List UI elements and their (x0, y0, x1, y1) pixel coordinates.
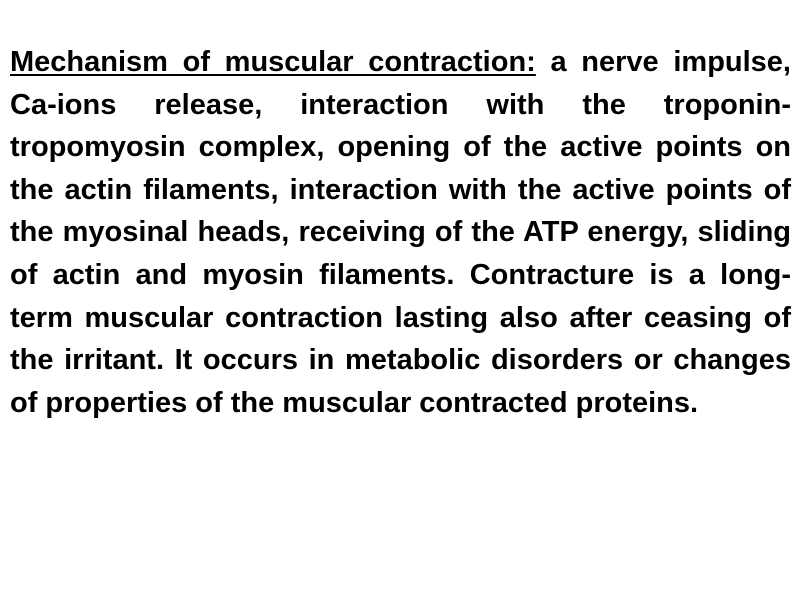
paragraph-body: a nerve impulse, Ca-ions release, interaction with the troponin-tropomyosin complex, opening of the active points on the actin filaments, interaction with the active points of the myosinal heads, receiving of the ATP energy, sliding of actin and myosin filaments. Contracture is a long-term muscular contraction lasting also after ceasing of the irritant. It occurs in metabolic disorders or changes of properties of the muscular contracted proteins. (10, 46, 791, 419)
underlined-term: Mechanism of muscular contraction: (10, 46, 536, 78)
text-paragraph (10, 41, 791, 424)
